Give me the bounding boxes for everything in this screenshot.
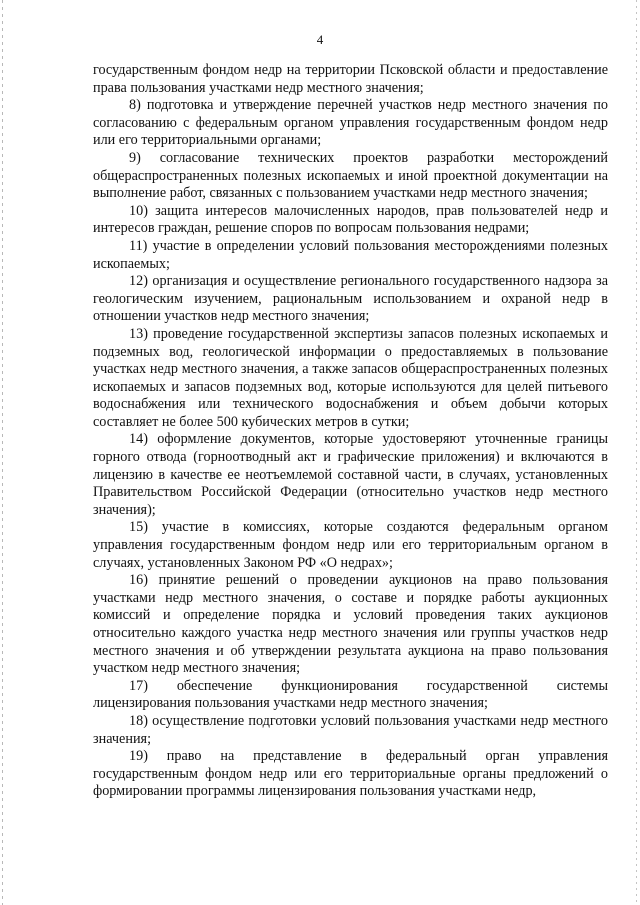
- paragraph-continuation: государственным фондом недр на территории Псковской области и предоставление права пользования участками недр местного значения;: [93, 62, 608, 96]
- document-body: [93, 62, 608, 801]
- paragraph-item-14: 14) оформление документов, которые удостоверяют уточненные границы горного отвода (горноотводный акт и графические приложения) и включаются в лицензию в качестве ее неотъемлемой составной части, в случаях, установленных Правительством Российской Федерации (относительно участков недр местного значения);: [93, 431, 608, 518]
- page-number: 4: [316, 32, 324, 47]
- paragraph-item-10: 10) защита интересов малочисленных народов, прав пользователей недр и интересов граждан, решение споров по вопросам пользования недрами;: [93, 202, 608, 237]
- scan-edge-left: [2, 0, 3, 905]
- paragraph-item-18: 18) осуществление подготовки условий пользования участками недр местного значения;: [93, 712, 608, 747]
- paragraph-item-11: 11) участие в определении условий пользования месторождениями полезных ископаемых;: [93, 237, 608, 272]
- paragraph-item-13: 13) проведение государственной экспертизы запасов полезных ископаемых и подземных вод, геологической информации о предоставляемых в пользование участках недр местного значения, а также запасов общераспространенных полезных ископаемых и запасов подземных вод, которые используются для целей питьевого водоснабжения или технического водоснабжения и объем добычи которых составляет не более 500 кубических метров в сутки;: [93, 325, 608, 430]
- paragraph-item-9: 9) согласование технических проектов разработки месторождений общераспространенных полезных ископаемых и иной проектной документации на выполнение работ, связанных с пользованием участками недр местного значения;: [93, 149, 608, 202]
- paragraph-item-16: 16) принятие решений о проведении аукционов на право пользования участками недр местного значения, о составе и порядке работы аукционных комиссий и определение порядка и условий проведения таких аукционов относительно каждого участка недр местного значения или группы участков недр местного значения и об утверждении результата аукциона на право пользования участком недр местного значения;: [93, 572, 608, 677]
- paragraph-item-8: 8) подготовка и утверждение перечней участков недр местного значения по согласованию с федеральным органом управления государственным фондом недр или его территориальными органами;: [93, 97, 608, 149]
- paragraph-item-17: 17) обеспечение функционирования государственной системы лицензирования пользования участками недр местного значения;: [93, 677, 608, 712]
- paragraph-item-19: 19) право на представление в федеральный орган управления государственным фондом недр или его территориальные органы предложений о формировании программы лицензирования пользования участками недр,: [93, 748, 608, 800]
- scan-edge-right: [636, 0, 637, 905]
- paragraph-item-12: 12) организация и осуществление регионального государственного надзора за геологическим изучением, рациональным использованием и охраной недр в отношении участков недр местного значения;: [93, 273, 608, 325]
- paragraph-item-15: 15) участие в комиссиях, которые создаются федеральным органом управления государственным фондом недр или его территориальным органом в случаях, установленных Законом РФ «О недрах»;: [93, 519, 608, 571]
